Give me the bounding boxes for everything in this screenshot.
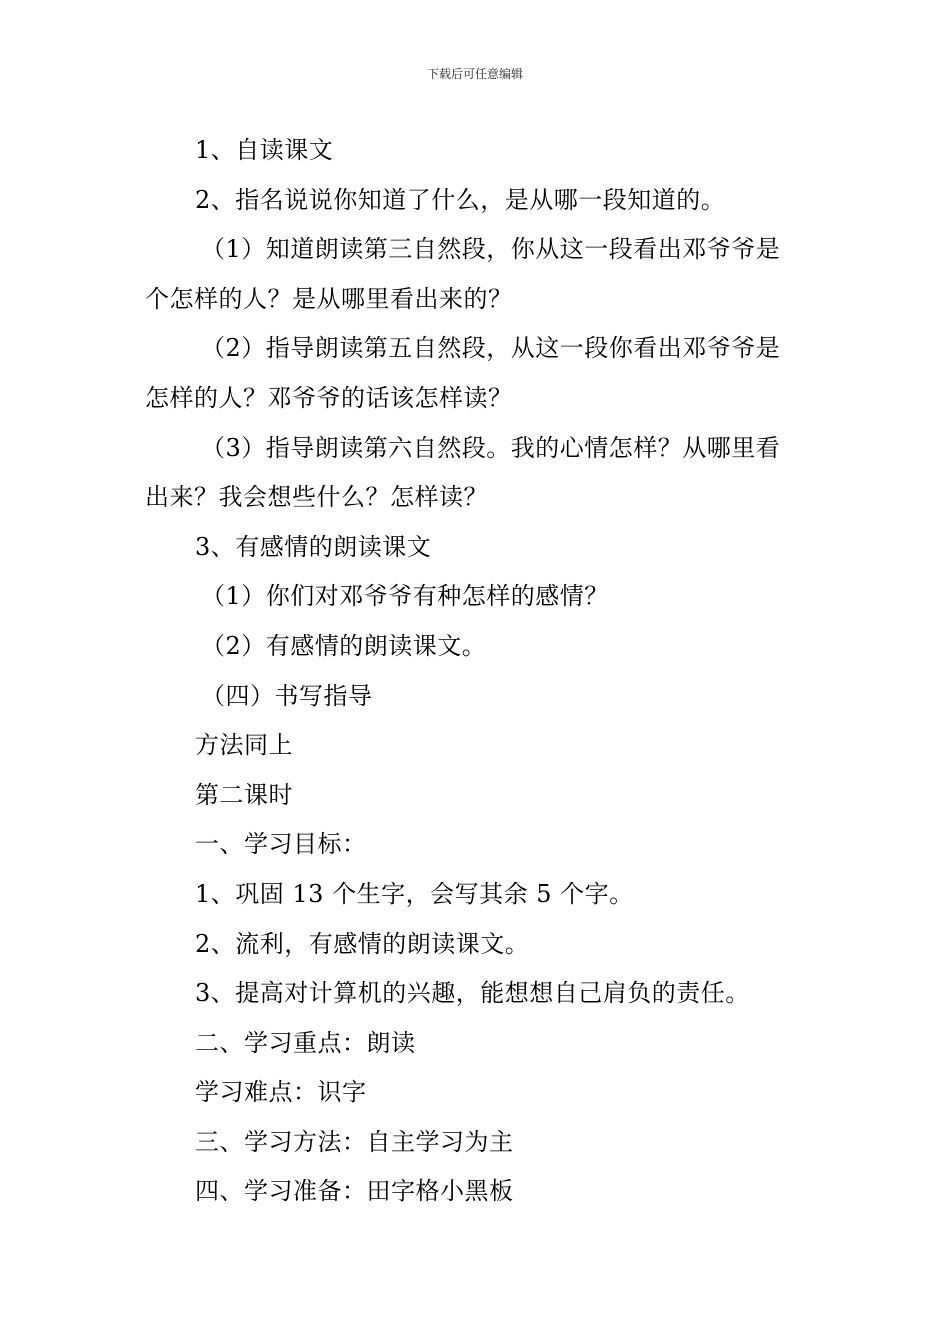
text-line: 方法同上 xyxy=(195,731,293,760)
paragraph-line: （3）指导朗读第六自然段。我的心情怎样？从哪里看 xyxy=(201,433,781,462)
document-body xyxy=(145,126,807,1217)
text-line: 2、指名说说你知道了什么，是从哪一段知道的。 xyxy=(195,185,726,214)
text-line: 四、学习准备：田字格小黑板 xyxy=(195,1177,514,1206)
text-line: 1、自读课文 xyxy=(195,136,334,164)
text-line: 一、学习目标： xyxy=(195,830,367,859)
text-line: （四）书写指导 xyxy=(201,681,373,710)
text-line: 第二课时 xyxy=(195,780,293,809)
text-line: 3、提高对计算机的兴趣，能想想自己肩负的责任。 xyxy=(195,979,750,1008)
paragraph-line: （1）知道朗读第三自然段，你从这一段看出邓爷爷是 xyxy=(201,235,781,264)
text-line: 3、有感情的朗读课文 xyxy=(195,532,432,561)
paragraph xyxy=(145,424,807,523)
paragraph-line: （2）指导朗读第五自然段，从这一段你看出邓爷爷是 xyxy=(201,334,781,363)
text-line: 1、巩固 13 个生字，会写其余 5 个字。 xyxy=(195,879,634,908)
paragraph-line: 个怎样的人？是从哪里看出来的？ xyxy=(145,284,513,313)
text-line: 2、流利，有感情的朗读课文。 xyxy=(195,929,530,958)
text-line: 二、学习重点：朗读 xyxy=(195,1028,416,1057)
text-line: （2）有感情的朗读课文。 xyxy=(201,631,487,660)
paragraph xyxy=(145,324,807,423)
text-line: （1）你们对邓爷爷有种怎样的感情？ xyxy=(201,582,609,611)
paragraph-line: 怎样的人？邓爷爷的话该怎样读？ xyxy=(145,383,513,412)
paragraph xyxy=(145,225,807,324)
page-header: 下载后可任意编辑 xyxy=(426,67,523,81)
paragraph-line: 出来？我会想些什么？怎样读？ xyxy=(145,483,488,512)
text-line: 三、学习方法：自主学习为主 xyxy=(195,1127,514,1156)
text-line: 学习难点：识字 xyxy=(195,1078,367,1107)
